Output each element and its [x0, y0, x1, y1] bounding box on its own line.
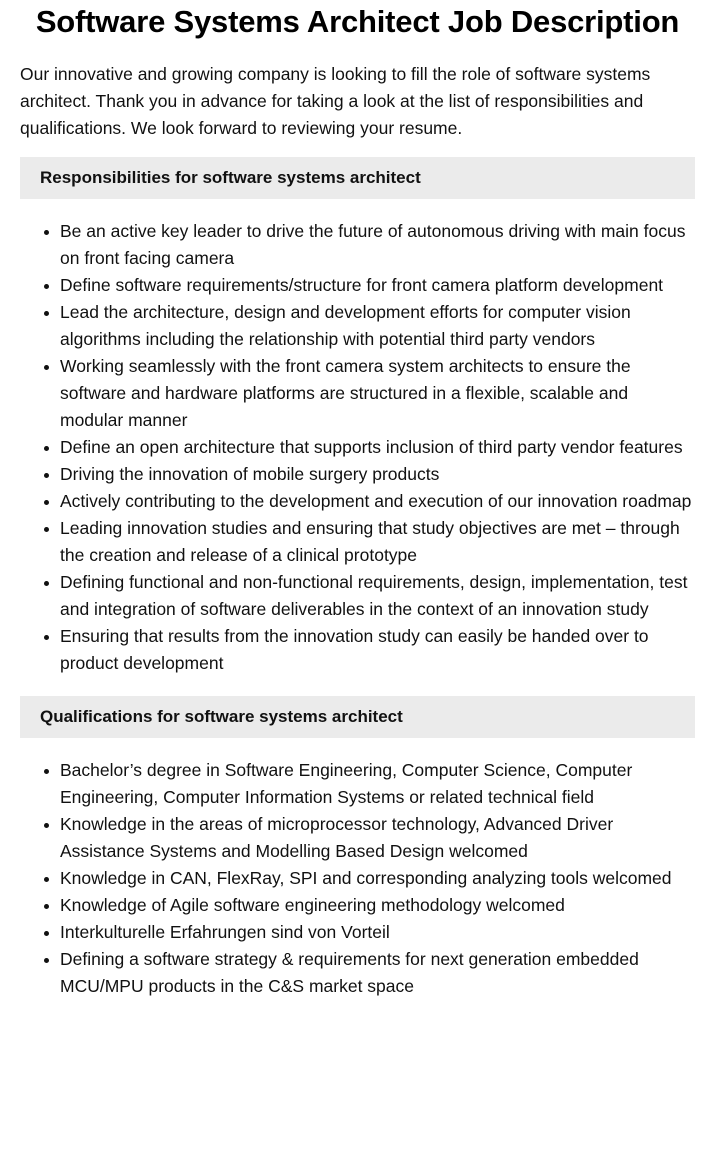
list-item: Knowledge of Agile software engineering methodology welcomed: [60, 892, 695, 919]
list-item: Actively contributing to the development and execution of our innovation roadmap: [60, 488, 695, 515]
list-item: Bachelor’s degree in Software Engineering, Computer Science, Computer Engineering, Computer Information Systems or related technical field: [60, 757, 695, 811]
list-item: Defining functional and non-functional requirements, design, implementation, test and integration of software deliverables in the context of an innovation study: [60, 569, 695, 623]
list-item: Knowledge in the areas of microprocessor technology, Advanced Driver Assistance Systems and Modelling Based Design welcomed: [60, 811, 695, 865]
list-item: Working seamlessly with the front camera system architects to ensure the software and hardware platforms are structured in a flexible, scalable and modular manner: [60, 353, 695, 434]
list-item: Ensuring that results from the innovation study can easily be handed over to product development: [60, 623, 695, 677]
responsibilities-list: [20, 218, 695, 677]
qualifications-heading: Qualifications for software systems architect: [20, 696, 695, 738]
qualifications-section: [20, 696, 695, 1000]
responsibilities-section: [20, 157, 695, 677]
list-item: Defining a software strategy & requirements for next generation embedded MCU/MPU products in the C&S market space: [60, 946, 695, 1000]
list-item: Driving the innovation of mobile surgery products: [60, 461, 695, 488]
list-item: Leading innovation studies and ensuring that study objectives are met – through the creation and release of a clinical prototype: [60, 515, 695, 569]
qualifications-list: [20, 757, 695, 1000]
intro-paragraph: Our innovative and growing company is looking to fill the role of software systems architect. Thank you in advance for taking a look at the list of responsibilities and qualifications. We look forward to reviewing your resume.: [20, 64, 651, 138]
list-item: Define software requirements/structure for front camera platform development: [60, 272, 695, 299]
page-title: Software Systems Architect Job Description: [35, 4, 680, 39]
list-item: Interkulturelle Erfahrungen sind von Vorteil: [60, 919, 695, 946]
list-item: Define an open architecture that supports inclusion of third party vendor features: [60, 434, 695, 461]
list-item: Lead the architecture, design and development efforts for computer vision algorithms including the relationship with potential third party vendors: [60, 299, 695, 353]
list-item: Knowledge in CAN, FlexRay, SPI and corresponding analyzing tools welcomed: [60, 865, 695, 892]
list-item: Be an active key leader to drive the future of autonomous driving with main focus on front facing camera: [60, 218, 695, 272]
responsibilities-heading: Responsibilities for software systems architect: [20, 157, 695, 199]
